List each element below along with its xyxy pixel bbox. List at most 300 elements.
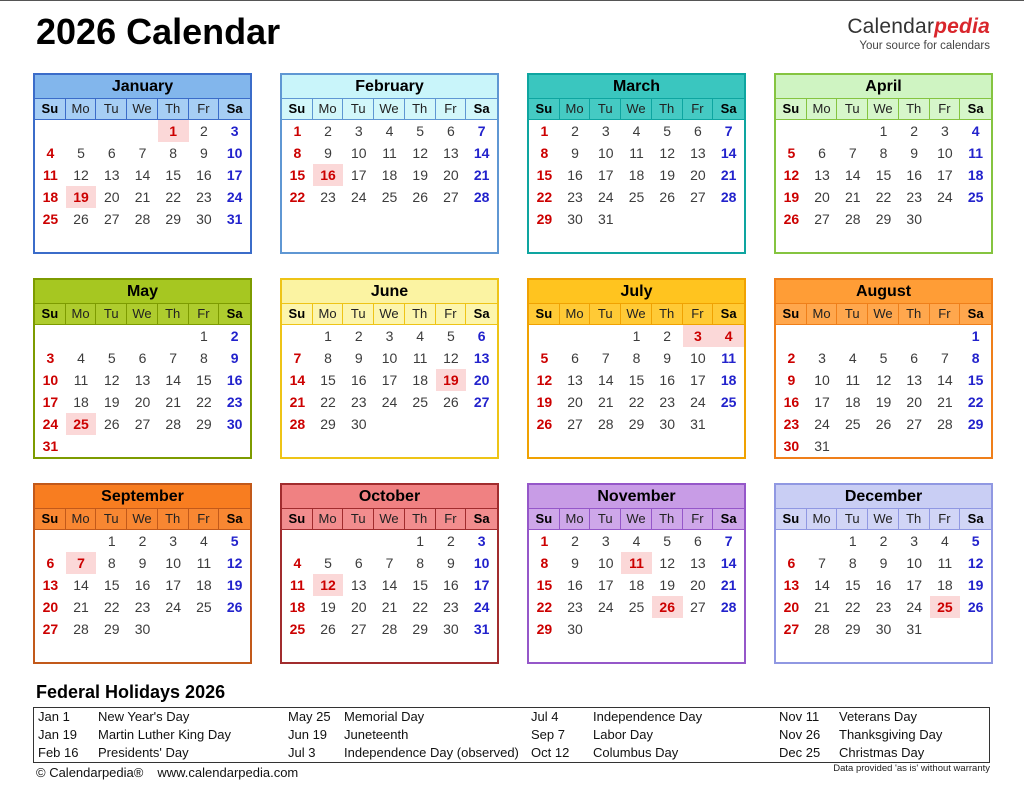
holiday-date: Jan 1 (38, 709, 70, 724)
day-cell: 9 (230, 350, 239, 366)
day-cell: 11 (382, 145, 397, 161)
holiday-date: Nov 26 (779, 727, 821, 742)
day-cell-empty (282, 530, 313, 552)
day-cell-empty (313, 530, 344, 552)
day-cell-empty (621, 640, 652, 662)
day-cell: 11 (629, 145, 644, 161)
day-cell-empty (374, 413, 405, 435)
month-january (33, 73, 252, 254)
day-cell: 8 (540, 555, 549, 571)
weekday-label: Sa (226, 101, 243, 116)
day-cell: 20 (42, 599, 59, 615)
holiday-name: Labor Day (593, 727, 653, 742)
weekday-label: Mo (66, 304, 97, 324)
day-cell: 16 (567, 577, 583, 593)
day-cell: 10 (906, 555, 922, 571)
day-cell: 24 (165, 599, 181, 615)
day-cell: 18 (289, 599, 306, 615)
day-cell: 9 (324, 145, 332, 161)
day-cell: 30 (906, 211, 922, 227)
day-cell: 1 (200, 328, 208, 344)
day-cell: 11 (721, 350, 737, 366)
day-cell-empty (529, 435, 560, 457)
weekday-label: We (868, 99, 899, 119)
day-cell: 29 (844, 621, 861, 637)
day-cell-empty (960, 640, 991, 662)
day-cell: 26 (103, 416, 120, 432)
day-cell-empty (776, 230, 807, 252)
day-cell-empty (652, 618, 683, 640)
day-cell: 20 (350, 599, 367, 615)
day-cell-empty (405, 435, 436, 457)
day-cell: 1 (879, 123, 888, 139)
day-cell: 15 (165, 167, 181, 183)
day-cell: 5 (107, 350, 116, 366)
day-cell: 24 (937, 189, 953, 205)
weekday-label: We (374, 99, 405, 119)
weekday-label: Su (282, 304, 313, 324)
weekday-label: We (127, 304, 158, 324)
day-cell: 2 (354, 328, 363, 344)
day-cell: 24 (906, 599, 922, 615)
day-cell-empty (713, 230, 744, 252)
day-cell: 8 (879, 145, 888, 161)
day-cell: 10 (473, 555, 490, 571)
day-cell: 9 (571, 145, 579, 161)
day-cell: 5 (663, 533, 672, 549)
weekday-label: Th (652, 509, 683, 529)
day-cell: 18 (937, 577, 953, 593)
day-cell: 8 (632, 350, 641, 366)
weekday-label: Su (529, 304, 560, 324)
day-cell: 21 (844, 189, 861, 205)
day-cell: 21 (134, 189, 151, 205)
day-cell: 4 (713, 325, 744, 347)
day-cell: 29 (196, 416, 212, 432)
day-cell-empty (189, 435, 220, 457)
holiday-date: Jul 3 (288, 745, 316, 760)
day-cell: 25 (720, 394, 737, 410)
day-cell: 21 (473, 167, 490, 183)
holiday-date: Jun 19 (288, 727, 328, 742)
day-cell-empty (899, 325, 930, 347)
weekday-header-row (282, 303, 497, 325)
day-cell: 16 (783, 394, 800, 410)
day-cell: 15 (536, 577, 553, 593)
weekday-header-row (35, 508, 250, 530)
day-cell: 6 (107, 145, 116, 161)
day-cell: 23 (906, 189, 922, 205)
days-grid (282, 325, 497, 457)
month-title: June (282, 280, 497, 303)
day-cell: 13 (567, 372, 583, 388)
day-cell-empty (621, 230, 652, 252)
day-cell: 23 (875, 599, 892, 615)
month-title: July (529, 280, 744, 303)
website-link[interactable]: www.calendarpedia.com (157, 765, 299, 780)
day-cell: 24 (814, 416, 830, 432)
day-cell: 17 (937, 167, 953, 183)
weekday-label: Mo (313, 304, 344, 324)
day-cell-empty (652, 208, 683, 230)
day-cell-empty (807, 640, 838, 662)
day-cell: 13 (690, 145, 706, 161)
day-cell: 26 (875, 416, 892, 432)
day-cell: 14 (381, 577, 398, 593)
day-cell: 16 (134, 577, 151, 593)
day-cell: 10 (226, 145, 243, 161)
day-cell: 16 (196, 167, 212, 183)
day-cell: 5 (77, 145, 85, 161)
day-cell: 3 (46, 350, 55, 366)
day-cell: 13 (350, 577, 367, 593)
day-cell: 24 (473, 599, 490, 615)
day-cell: 14 (844, 167, 861, 183)
day-cell: 26 (536, 416, 553, 432)
day-cell-empty (158, 618, 189, 640)
day-cell-empty (405, 208, 436, 230)
weekday-label: Th (405, 509, 436, 529)
day-cell-empty (436, 413, 467, 435)
day-cell: 9 (879, 555, 888, 571)
weekday-label: Mo (560, 304, 591, 324)
day-cell: 24 (42, 416, 59, 432)
weekday-label: Mo (313, 99, 344, 119)
day-cell: 22 (536, 599, 553, 615)
weekday-label: Fr (189, 304, 220, 324)
day-cell: 29 (320, 416, 336, 432)
weekday-label: Tu (590, 99, 621, 119)
day-cell: 7 (385, 555, 394, 571)
federal-holidays-table (33, 707, 990, 763)
day-cell: 23 (320, 189, 336, 205)
day-cell: 5 (416, 123, 425, 139)
day-cell-empty (807, 325, 838, 347)
day-cell: 28 (937, 416, 953, 432)
day-cell-empty (776, 325, 807, 347)
day-cell: 6 (571, 350, 579, 366)
weekday-label: We (868, 304, 899, 324)
day-cell: 7 (724, 123, 733, 139)
day-cell: 20 (690, 167, 706, 183)
weekday-label: Tu (343, 304, 374, 324)
day-cell: 2 (910, 123, 919, 139)
weekday-label: Th (899, 304, 930, 324)
day-cell: 28 (844, 211, 861, 227)
day-cell: 4 (971, 123, 980, 139)
day-cell-empty (466, 208, 497, 230)
days-grid (282, 530, 497, 662)
holiday-name: Independence Day (observed) (344, 745, 519, 760)
day-cell: 6 (818, 145, 826, 161)
day-cell-empty (127, 640, 158, 662)
day-cell: 15 (875, 167, 892, 183)
month-december (774, 483, 993, 664)
day-cell: 11 (937, 555, 953, 571)
day-cell: 27 (350, 621, 367, 637)
day-cell: 29 (536, 621, 553, 637)
day-cell: 24 (597, 189, 614, 205)
day-cell: 24 (226, 189, 243, 205)
month-april (774, 73, 993, 254)
holiday-date: May 25 (288, 709, 331, 724)
day-cell: 20 (906, 394, 922, 410)
day-cell: 11 (621, 552, 652, 574)
day-cell: 25 (628, 189, 645, 205)
day-cell: 1 (158, 120, 189, 142)
day-cell: 30 (134, 621, 151, 637)
day-cell: 17 (597, 577, 614, 593)
days-grid (35, 325, 250, 457)
weekday-label: Su (529, 509, 560, 529)
day-cell-empty (868, 640, 899, 662)
day-cell: 14 (720, 555, 737, 571)
day-cell: 4 (416, 328, 425, 344)
day-cell: 6 (694, 123, 702, 139)
weekday-label: We (621, 509, 652, 529)
day-cell-empty (158, 230, 189, 252)
day-cell: 7 (941, 350, 949, 366)
weekday-label: Mo (66, 99, 97, 119)
day-cell: 26 (412, 189, 428, 205)
weekday-label: Su (35, 304, 66, 324)
holiday-row (34, 726, 989, 744)
weekday-label: Tu (837, 99, 868, 119)
weekday-label: We (374, 304, 405, 324)
day-cell: 23 (134, 599, 151, 615)
day-cell: 14 (73, 577, 89, 593)
day-cell-empty (158, 325, 189, 347)
weekday-label: We (127, 99, 158, 119)
day-cell: 18 (196, 577, 212, 593)
day-cell: 21 (289, 394, 306, 410)
day-cell: 1 (632, 328, 641, 344)
month-september (33, 483, 252, 664)
day-cell: 6 (910, 350, 919, 366)
day-cell: 7 (138, 145, 147, 161)
day-cell-empty (930, 208, 961, 230)
day-cell: 6 (787, 555, 796, 571)
weekday-label: Su (776, 304, 807, 324)
day-cell: 12 (313, 574, 344, 596)
day-cell: 20 (103, 189, 120, 205)
day-cell-empty (560, 640, 591, 662)
day-cell: 23 (567, 599, 583, 615)
day-cell: 20 (783, 599, 800, 615)
weekday-header-row (35, 303, 250, 325)
day-cell: 19 (103, 394, 120, 410)
day-cell: 27 (103, 211, 120, 227)
day-cell: 25 (412, 394, 428, 410)
day-cell: 29 (103, 621, 120, 637)
holiday-date: Nov 11 (779, 709, 820, 724)
day-cell: 11 (968, 145, 984, 161)
day-cell: 3 (477, 533, 486, 549)
day-cell-empty (66, 325, 97, 347)
day-cell: 16 (659, 372, 675, 388)
weekday-label: Th (652, 99, 683, 119)
day-cell: 30 (350, 416, 367, 432)
day-cell-empty (529, 230, 560, 252)
day-cell: 20 (690, 577, 706, 593)
month-title: December (776, 485, 991, 508)
day-cell: 27 (443, 189, 459, 205)
holiday-date: Jan 19 (38, 727, 78, 742)
month-title: October (282, 485, 497, 508)
days-grid (529, 325, 744, 457)
day-cell: 4 (941, 533, 949, 549)
day-cell-empty (96, 435, 127, 457)
day-cell: 24 (690, 394, 706, 410)
day-cell: 18 (628, 167, 645, 183)
day-cell-empty (930, 640, 961, 662)
day-cell-empty (560, 325, 591, 347)
holiday-name: Veterans Day (839, 709, 918, 724)
month-march (527, 73, 746, 254)
day-cell-empty (343, 640, 374, 662)
day-cell: 12 (967, 555, 984, 571)
weekday-header-row (776, 303, 991, 325)
day-cell-empty (405, 413, 436, 435)
day-cell-empty (683, 640, 714, 662)
day-cell: 15 (536, 167, 553, 183)
weekday-label: Sa (967, 101, 984, 116)
day-cell: 28 (814, 621, 830, 637)
holiday-name: Presidents' Day (98, 745, 189, 760)
day-cell: 8 (107, 555, 116, 571)
day-cell-empty (683, 230, 714, 252)
federal-holidays-heading: Federal Holidays 2026 (36, 682, 226, 702)
weekday-label: Tu (96, 509, 127, 529)
day-cell-empty (66, 435, 97, 457)
weekday-label: Tu (96, 304, 127, 324)
holiday-name: Thanksgiving Day (839, 727, 943, 742)
weekday-label: Mo (807, 99, 838, 119)
day-cell: 21 (937, 394, 953, 410)
day-cell: 19 (412, 167, 428, 183)
day-cell: 26 (226, 599, 243, 615)
weekday-label: Tu (343, 509, 374, 529)
day-cell: 3 (169, 533, 178, 549)
day-cell: 30 (783, 438, 800, 454)
day-cell: 8 (293, 145, 302, 161)
day-cell: 17 (381, 372, 398, 388)
day-cell-empty (930, 325, 961, 347)
weekday-label: Tu (837, 509, 868, 529)
day-cell: 31 (690, 416, 706, 432)
day-cell: 13 (783, 577, 800, 593)
month-title: September (35, 485, 250, 508)
day-cell: 22 (412, 599, 428, 615)
day-cell: 17 (473, 577, 490, 593)
day-cell-empty (713, 208, 744, 230)
day-cell-empty (35, 325, 66, 347)
weekday-label: Mo (313, 509, 344, 529)
day-cell-empty (374, 230, 405, 252)
day-cell: 14 (134, 167, 151, 183)
month-february (280, 73, 499, 254)
day-cell: 5 (447, 328, 455, 344)
day-cell-empty (66, 640, 97, 662)
day-cell: 28 (720, 189, 737, 205)
day-cell: 17 (165, 577, 181, 593)
weekday-label: Th (899, 99, 930, 119)
day-cell: 11 (42, 167, 58, 183)
day-cell: 2 (787, 350, 796, 366)
day-cell-empty (127, 435, 158, 457)
day-cell: 15 (967, 372, 984, 388)
weekday-label: Sa (226, 306, 243, 321)
day-cell-empty (343, 208, 374, 230)
day-cell: 3 (230, 123, 239, 139)
day-cell: 25 (66, 413, 97, 435)
day-cell: 12 (103, 372, 120, 388)
day-cell: 31 (42, 438, 59, 454)
day-cell: 10 (42, 372, 59, 388)
day-cell-empty (899, 435, 930, 457)
day-cell: 12 (73, 167, 89, 183)
day-cell: 18 (412, 372, 428, 388)
month-june (280, 278, 499, 459)
day-cell-empty (35, 120, 66, 142)
day-cell: 16 (906, 167, 922, 183)
weekday-label: Su (529, 99, 560, 119)
day-cell: 12 (226, 555, 243, 571)
day-cell: 12 (659, 145, 675, 161)
day-cell: 16 (443, 577, 459, 593)
weekday-label: Sa (473, 511, 490, 526)
day-cell-empty (374, 208, 405, 230)
weekday-label: Sa (473, 101, 490, 116)
day-cell: 20 (473, 372, 490, 388)
day-cell: 22 (320, 394, 336, 410)
weekday-label: Tu (590, 509, 621, 529)
day-cell: 13 (814, 167, 830, 183)
day-cell: 9 (354, 350, 363, 366)
day-cell: 3 (385, 328, 394, 344)
holiday-date: Sep 7 (531, 727, 565, 742)
day-cell: 25 (628, 599, 645, 615)
day-cell: 11 (412, 350, 428, 366)
day-cell: 17 (906, 577, 922, 593)
day-cell: 12 (783, 167, 800, 183)
day-cell: 25 (289, 621, 306, 637)
day-cell-empty (313, 208, 344, 230)
day-cell: 31 (473, 621, 490, 637)
day-cell-empty (343, 230, 374, 252)
day-cell: 30 (196, 211, 212, 227)
day-cell-empty (652, 640, 683, 662)
day-cell: 25 (196, 599, 212, 615)
day-cell: 13 (134, 372, 151, 388)
weekday-label: Su (282, 509, 313, 529)
month-title: November (529, 485, 744, 508)
day-cell: 8 (540, 145, 549, 161)
day-cell: 8 (971, 350, 980, 366)
day-cell: 24 (597, 599, 614, 615)
day-cell: 31 (597, 211, 614, 227)
day-cell: 6 (46, 555, 55, 571)
day-cell-empty (374, 435, 405, 457)
month-title: February (282, 75, 497, 98)
day-cell: 28 (473, 189, 490, 205)
weekday-label: Mo (66, 509, 97, 529)
day-cell-empty (436, 640, 467, 662)
day-cell: 18 (967, 167, 984, 183)
days-grid (776, 530, 991, 662)
logo-wordmark (847, 15, 990, 39)
day-cell: 22 (967, 394, 984, 410)
